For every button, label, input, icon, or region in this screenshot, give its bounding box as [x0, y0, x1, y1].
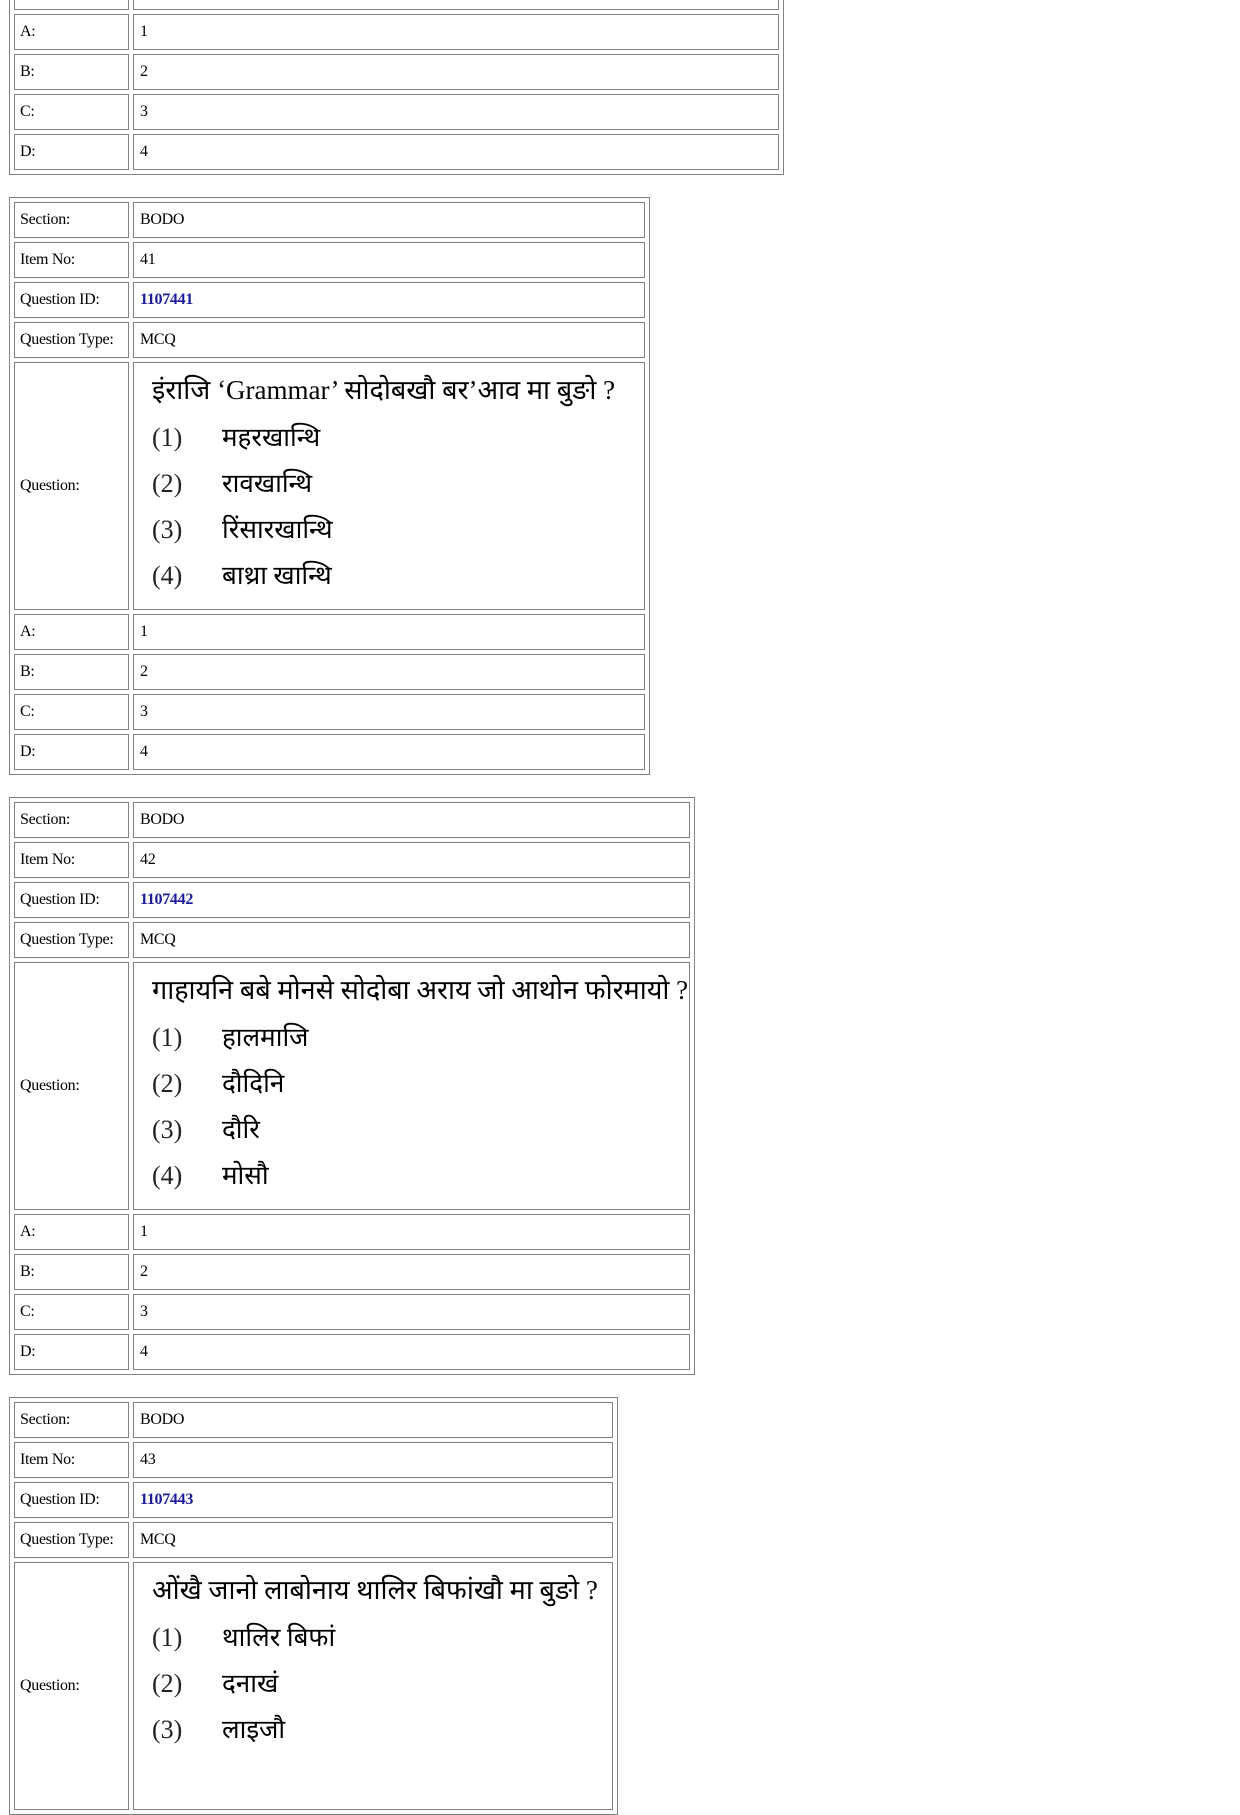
- question-table-42: [9, 797, 695, 1375]
- question-type-row: [14, 322, 645, 358]
- answer-row-a: [14, 14, 779, 50]
- section-row: [14, 802, 690, 838]
- option-text: थालिर बिफां: [222, 1623, 336, 1652]
- option-text: रावखान्थि: [222, 469, 313, 498]
- question-type-label: Question Type:: [14, 322, 129, 358]
- answer-d-label: D:: [14, 1334, 129, 1370]
- answer-b-value: 2: [133, 1254, 690, 1290]
- option-3: [152, 1707, 612, 1753]
- answer-row-a: [14, 1214, 690, 1250]
- option-number: (3): [152, 1115, 183, 1144]
- question-type-row: [14, 1522, 613, 1558]
- option-number: (2): [152, 1669, 183, 1698]
- question-stem: गाहायनि बबे मोनसे सोदोबा अराय जो आथोन फोरमायो ?: [152, 975, 689, 1005]
- option-1: [152, 1015, 689, 1061]
- question-type-label: Question Type:: [14, 1522, 129, 1558]
- question-row: [14, 1562, 613, 1810]
- answer-row-d: [14, 734, 645, 770]
- answer-b-label: B:: [14, 654, 129, 690]
- question-table-previous: [9, 0, 784, 175]
- option-4: [152, 553, 644, 599]
- item-no-label: Item No:: [14, 1442, 129, 1478]
- answer-a-value: 1: [133, 614, 645, 650]
- question-id-value: [133, 282, 645, 318]
- question-row-cut: [14, 0, 779, 10]
- option-number: (2): [152, 469, 183, 498]
- question-id-text: 1107443: [140, 1491, 194, 1508]
- option-1: [152, 415, 644, 461]
- question-id-text: 1107442: [140, 891, 194, 908]
- option-number: (4): [152, 561, 183, 590]
- question-id-label: Question ID:: [14, 282, 129, 318]
- option-1: [152, 1615, 612, 1661]
- question-label: Question:: [14, 362, 129, 610]
- answer-row-d: [14, 134, 779, 170]
- option-2: [152, 1061, 689, 1107]
- question-type-row: [14, 922, 690, 958]
- answer-row-b: [14, 1254, 690, 1290]
- question-type-value: MCQ: [133, 1522, 613, 1558]
- item-no-value: 42: [133, 842, 690, 878]
- section-row: [14, 1402, 613, 1438]
- question-id-value: [133, 1482, 613, 1518]
- question-type-value: MCQ: [133, 922, 690, 958]
- section-value: BODO: [133, 202, 645, 238]
- answer-a-value: 1: [133, 1214, 690, 1250]
- answer-row-c: [14, 1294, 690, 1330]
- section-label: Section:: [14, 202, 129, 238]
- option-text: दनाखं: [222, 1669, 279, 1698]
- answer-c-value: 3: [133, 694, 645, 730]
- question-table-41: [9, 197, 650, 775]
- option-2: [152, 1661, 612, 1707]
- question-id-label: Question ID:: [14, 1482, 129, 1518]
- option-text: मोसौ: [222, 1161, 269, 1190]
- question-content: [133, 1562, 613, 1810]
- question-stem: इंराजि ‘Grammar’ सोदोबखौ बर’आव मा बुङो ?: [152, 375, 616, 405]
- option-text: लाइजौ: [222, 1715, 286, 1744]
- answer-b-value: 2: [133, 54, 779, 90]
- item-no-label: Item No:: [14, 842, 129, 878]
- option-4: [152, 1153, 689, 1199]
- section-label: Section:: [14, 1402, 129, 1438]
- section-row: [14, 202, 645, 238]
- question-row: [14, 362, 645, 610]
- answer-c-label: C:: [14, 94, 129, 130]
- answer-row-c: [14, 94, 779, 130]
- option-number: (2): [152, 1069, 183, 1098]
- item-no-row: [14, 842, 690, 878]
- answer-a-value: 1: [133, 14, 779, 50]
- question-id-text: 1107441: [140, 291, 194, 308]
- answer-d-label: D:: [14, 134, 129, 170]
- option-number: (1): [152, 1623, 183, 1652]
- question-id-value: [133, 882, 690, 918]
- option-text: दौरि: [222, 1115, 260, 1144]
- question-table-43: [9, 1397, 618, 1815]
- answer-d-value: 4: [133, 734, 645, 770]
- question-stem: ओंखै जानो लाबोनाय थालिर बिफांखौ मा बुङो ?: [152, 1575, 598, 1605]
- question-label: Question:: [14, 962, 129, 1210]
- question-id-row: [14, 282, 645, 318]
- question-type-label: Question Type:: [14, 922, 129, 958]
- option-text: बाथ्रा खान्थि: [222, 561, 332, 590]
- item-no-label: Item No:: [14, 242, 129, 278]
- answer-b-label: B:: [14, 54, 129, 90]
- option-text: महरखान्थि: [222, 423, 321, 452]
- answer-d-value: 4: [133, 134, 779, 170]
- question-type-value: MCQ: [133, 322, 645, 358]
- answer-row-a: [14, 614, 645, 650]
- option-text: हालमाजि: [222, 1023, 309, 1052]
- section-value: BODO: [133, 1402, 613, 1438]
- item-no-row: [14, 1442, 613, 1478]
- item-no-row: [14, 242, 645, 278]
- option-2: [152, 461, 644, 507]
- section-value: BODO: [133, 802, 690, 838]
- option-number: (3): [152, 1715, 183, 1744]
- answer-a-label: A:: [14, 14, 129, 50]
- question-content: [133, 362, 645, 610]
- option-3: [152, 507, 644, 553]
- answer-row-b: [14, 54, 779, 90]
- option-number: (4): [152, 1161, 183, 1190]
- answer-row-b: [14, 654, 645, 690]
- section-label: Section:: [14, 802, 129, 838]
- item-no-value: 43: [133, 1442, 613, 1478]
- item-no-value: 41: [133, 242, 645, 278]
- option-number: (3): [152, 515, 183, 544]
- question-content: [133, 962, 690, 1210]
- question-id-row: [14, 1482, 613, 1518]
- question-id-label: Question ID:: [14, 882, 129, 918]
- option-number: (1): [152, 1023, 183, 1052]
- option-4-cut: [152, 1753, 612, 1799]
- answer-b-label: B:: [14, 1254, 129, 1290]
- question-label: Question:: [14, 1562, 129, 1810]
- answer-a-label: A:: [14, 614, 129, 650]
- answer-d-label: D:: [14, 734, 129, 770]
- option-number: (1): [152, 423, 183, 452]
- answer-c-label: C:: [14, 1294, 129, 1330]
- answer-row-c: [14, 694, 645, 730]
- question-id-row: [14, 882, 690, 918]
- answer-c-value: 3: [133, 1294, 690, 1330]
- answer-c-value: 3: [133, 94, 779, 130]
- answer-b-value: 2: [133, 654, 645, 690]
- question-row: [14, 962, 690, 1210]
- answer-a-label: A:: [14, 1214, 129, 1250]
- option-3: [152, 1107, 689, 1153]
- option-text: दौदिनि: [222, 1069, 285, 1098]
- cut-value-cell: [133, 0, 779, 10]
- option-text: रिंसारखान्थि: [222, 515, 333, 544]
- answer-c-label: C:: [14, 694, 129, 730]
- cut-label-cell: [14, 0, 129, 10]
- answer-d-value: 4: [133, 1334, 690, 1370]
- answer-row-d: [14, 1334, 690, 1370]
